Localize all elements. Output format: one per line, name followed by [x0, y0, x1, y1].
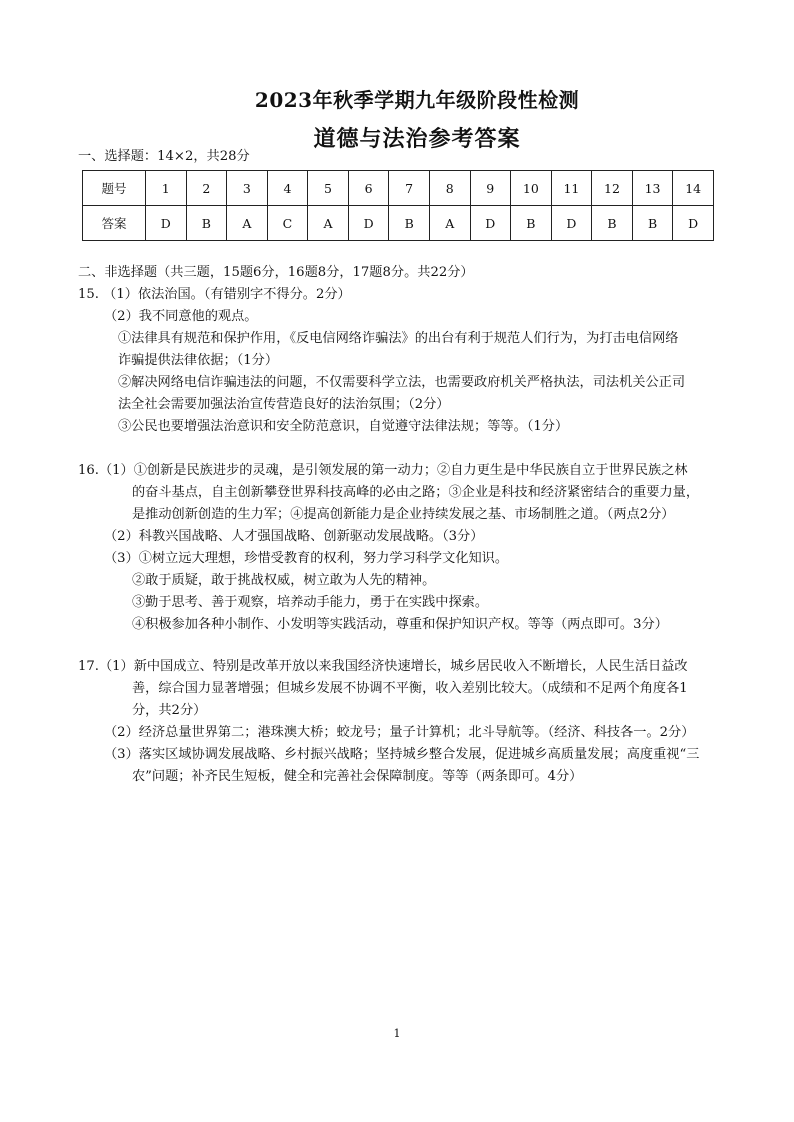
question-number: 1	[146, 171, 187, 206]
q15-line: ②解决网络电信诈骗违法的问题，不仅需要科学立法，也需要政府机关严格执法，司法机关公正司	[118, 375, 686, 390]
answer-cell: D	[146, 206, 187, 241]
answer-table	[82, 170, 714, 241]
q16-line: ④积极参加各种小制作、小发明等实践活动，尊重和保护知识产权。等等（两点即可。3分）	[132, 617, 668, 632]
question-number: 14	[673, 171, 714, 206]
answer-row	[83, 206, 714, 241]
q16-line: ②敢于质疑，敢于挑战权威，树立敢为人先的精神。	[132, 573, 436, 588]
answer-cell: C	[267, 206, 308, 241]
question-number: 11	[551, 171, 592, 206]
q16-line: （2）科教兴国战略、人才强国战略、创新驱动发展战略。（3分）	[104, 529, 484, 544]
answer-cell: B	[389, 206, 430, 241]
q16-line: 是推动创新创造的生力军；④提高创新能力是企业持续发展之基、市场制胜之道。（两点2分）	[132, 507, 675, 522]
q17-line: （3）落实区域协调发展战略、乡村振兴战略；坚持城乡整合发展，促进城乡高质量发展；高度重视“三	[104, 747, 700, 762]
question-number: 12	[592, 171, 633, 206]
question-number: 4	[267, 171, 308, 206]
q15-line: 法全社会需要加强法治宣传营造良好的法治氛围；（2分）	[118, 397, 450, 412]
question-number: 6	[348, 171, 389, 206]
answer-cell: A	[429, 206, 470, 241]
q16-line: ③勤于思考、善于观察，培养动手能力，勇于在实践中探索。	[132, 595, 489, 610]
answer-cell: B	[511, 206, 552, 241]
answer-cell: B	[592, 206, 633, 241]
answer-cell: A	[308, 206, 349, 241]
question-number-row	[83, 171, 714, 206]
answer-cell: D	[551, 206, 592, 241]
q15-line: ③公民也要增强法治意识和安全防范意识，自觉遵守法律法规；等等。（1分）	[118, 419, 569, 434]
table-header-answer: 答案	[83, 206, 146, 241]
answer-key-subtitle: 道德与法治参考答案	[313, 126, 521, 152]
answer-cell: B	[186, 206, 227, 241]
q17-line: 17.（1）新中国成立、特别是改革开放以来我国经济快速增长，城乡居民收入不断增长，人民生活日益改	[78, 659, 688, 674]
page-number: 1	[393, 1027, 401, 1040]
question-number: 2	[186, 171, 227, 206]
question-number: 10	[511, 171, 552, 206]
q15-line: （2）我不同意他的观点。	[104, 309, 258, 324]
q17-line: 善，综合国力显著增强；但城乡发展不协调不平衡，收入差别比较大。（成绩和不足两个角度各1	[132, 681, 688, 696]
table-header-question: 题号	[83, 171, 146, 206]
answer-cell: D	[348, 206, 389, 241]
answer-cell: D	[470, 206, 511, 241]
q15-line: 15. （1）依法治国。（有错别字不得分。2分）	[78, 287, 351, 302]
q16-line: 的奋斗基点，自主创新攀登世界科技高峰的必由之路；③企业是科技和经济紧密结合的重要力量，	[132, 485, 700, 500]
q17-line: 分，共2分）	[132, 703, 207, 718]
q15-line: ①法律具有规范和保护作用，《反电信网络诈骗法》的出台有利于规范人们行为，为打击电信网络	[118, 331, 679, 346]
exam-title: 2023年秋季学期九年级阶段性检测	[254, 88, 580, 112]
question-number: 13	[632, 171, 673, 206]
question-number: 3	[227, 171, 268, 206]
q17-line: 农”问题；补齐民生短板，健全和完善社会保障制度。等等（两条即可。4分）	[132, 769, 583, 784]
answer-cell: A	[227, 206, 268, 241]
answer-cell: D	[673, 206, 714, 241]
question-number: 7	[389, 171, 430, 206]
q16-line: 16.（1）①创新是民族进步的灵魂，是引领发展的第一动力；②自力更生是中华民族自立于世界民族之林	[78, 463, 688, 478]
section2-heading: 二、非选择题（共三题，15题6分，16题8分，17题8分。共22分）	[78, 265, 474, 280]
q15-line: 诈骗提供法律依据；（1分）	[118, 353, 279, 368]
section1-heading: 一、选择题：14×2，共28分	[78, 149, 250, 164]
question-number: 8	[429, 171, 470, 206]
answer-cell: B	[632, 206, 673, 241]
q17-line: （2）经济总量世界第二；港珠澳大桥；蛟龙号；量子计算机；北斗导航等。（经济、科技各一。2分）	[104, 725, 695, 740]
q16-line: （3）①树立远大理想，珍惜受教育的权利，努力学习科学文化知识。	[104, 551, 509, 566]
question-number: 9	[470, 171, 511, 206]
question-number: 5	[308, 171, 349, 206]
